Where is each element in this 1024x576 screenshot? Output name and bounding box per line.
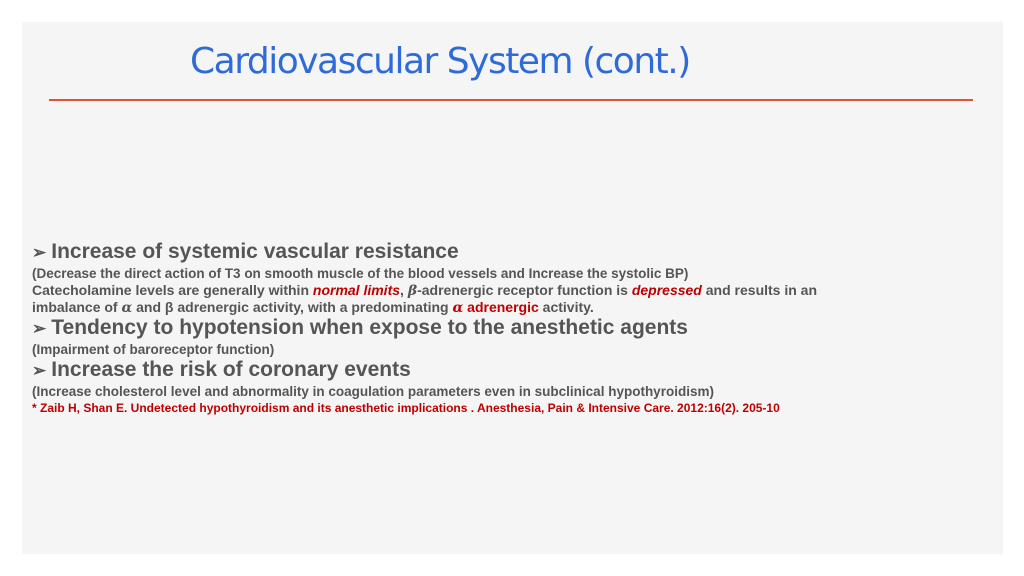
text-segment: and results in an bbox=[701, 282, 818, 298]
text-segment: Catecholamine levels are generally within bbox=[32, 282, 313, 298]
title-divider bbox=[49, 99, 973, 101]
bullet-point-2 bbox=[32, 316, 1000, 341]
bullet-detail: (Increase cholesterol level and abnormality in coagulation parameters even in subclinical hypothyroidism) bbox=[32, 384, 714, 399]
catecholamine-line bbox=[32, 282, 1000, 299]
alpha-symbol-red: α bbox=[452, 300, 464, 316]
reference-citation: * Zaib H, Shan E. Undetected hypothyroidism and its anesthetic implications . Anesthesia, Pain & Intensive Care. 2012:16(2). 205-10 bbox=[32, 401, 780, 415]
arrow-bullet-icon: ➢ bbox=[32, 319, 47, 338]
arrow-bullet-icon: ➢ bbox=[32, 361, 47, 380]
text-segment: imbalance of bbox=[32, 299, 122, 315]
slide bbox=[22, 22, 1003, 554]
beta-symbol: β bbox=[407, 283, 418, 299]
slide-title: Cardiovascular System (cont.) bbox=[190, 41, 690, 82]
bullet-heading: Increase of systemic vascular resistance bbox=[51, 240, 459, 263]
text-segment: -adrenergic receptor function is bbox=[417, 282, 632, 298]
text-segment: activity. bbox=[538, 299, 594, 315]
bullet-heading: Increase the risk of coronary events bbox=[51, 358, 411, 381]
bullet-detail: (Impairment of baroreceptor function) bbox=[32, 342, 275, 357]
adrenergic-highlight: adrenergic bbox=[467, 299, 539, 315]
text-segment: and β adrenergic activity, with a predominating bbox=[132, 299, 453, 315]
slide-content bbox=[32, 240, 1000, 416]
text-segment: , bbox=[400, 282, 408, 298]
emphasis-normal-limits: normal limits bbox=[312, 282, 401, 298]
bullet-heading: Tendency to hypotension when expose to the anesthetic agents bbox=[51, 316, 688, 339]
emphasis-depressed: depressed bbox=[631, 282, 702, 298]
arrow-bullet-icon: ➢ bbox=[32, 243, 47, 262]
alpha-symbol: α bbox=[121, 300, 133, 316]
bullet-detail: (Decrease the direct action of T3 on smooth muscle of the blood vessels and Increase the systolic BP) bbox=[32, 266, 689, 281]
bullet-point-3 bbox=[32, 358, 1000, 383]
bullet-point-1 bbox=[32, 240, 1000, 265]
imbalance-line bbox=[32, 299, 1000, 316]
